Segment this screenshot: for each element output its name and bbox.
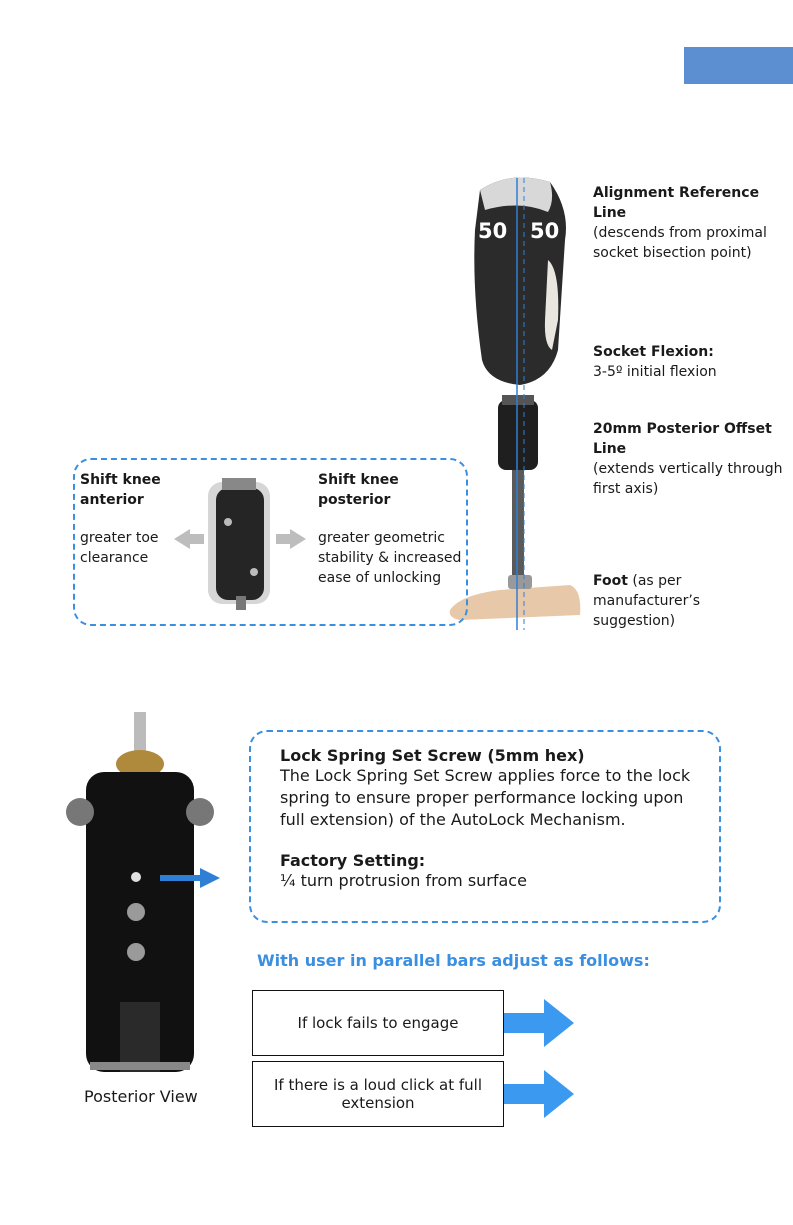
shift-anterior-block <box>80 470 180 568</box>
set-screw-icon <box>131 872 141 882</box>
socket-flexion-desc: 3-5º initial flexion <box>593 364 717 380</box>
side-bolt-icon <box>66 798 94 826</box>
condition-box: If lock fails to engage <box>252 990 504 1056</box>
foot-adapter <box>508 575 532 589</box>
lock-spring-body: The Lock Spring Set Screw applies force to the lock spring to ensure proper performance locking upon full extension) of the AutoLock Mechanism. <box>280 766 691 829</box>
foot-annotation <box>593 571 783 631</box>
arrow-right-icon <box>504 999 576 1047</box>
shift-posterior-block <box>318 470 463 588</box>
shift-posterior-desc: greater geometric stability & increased ease of unlocking <box>318 530 462 586</box>
arrow-right-icon <box>504 1070 576 1118</box>
reference-line-desc: (descends from proximal socket bisection point) <box>593 225 767 261</box>
lock-spring-title: Lock Spring Set Screw (5mm hex) <box>280 746 585 765</box>
arrow-left-icon <box>174 529 204 549</box>
right-half-value: 50 <box>530 219 560 243</box>
lock-spring-content <box>280 746 705 892</box>
left-half-value: 50 <box>478 219 508 243</box>
offset-line-annotation <box>593 419 783 499</box>
offset-line-desc: (extends vertically through first axis) <box>593 461 783 497</box>
reference-line-title: Alignment Reference Line <box>593 185 760 221</box>
factory-setting-value: ¼ turn protrusion from surface <box>280 871 527 890</box>
knee-top-adapter <box>222 478 256 490</box>
bottom-rod <box>90 1062 190 1070</box>
shift-anterior-desc: greater toe clearance <box>80 530 159 566</box>
section-tab <box>684 47 793 84</box>
foot-desc: (as per manufacturer’s suggestion) <box>593 573 701 629</box>
socket-flexion-title: Socket Flexion: <box>593 344 714 360</box>
knee-adapter <box>502 395 534 405</box>
adjust-heading: With user in parallel bars adjust as follows: <box>257 951 650 970</box>
reference-line-annotation <box>593 183 783 263</box>
posterior-view-caption: Posterior View <box>84 1087 198 1106</box>
bolt-icon <box>224 518 232 526</box>
side-bolt-icon <box>186 798 214 826</box>
knee-body <box>216 488 264 600</box>
shift-anterior-title: Shift knee anterior <box>80 472 161 508</box>
screw-icon <box>127 943 145 961</box>
arrow-right-icon <box>276 529 306 549</box>
factory-setting-title: Factory Setting: <box>280 851 426 870</box>
posterior-view-illustration <box>60 712 220 1088</box>
foot-shape <box>450 585 581 620</box>
shaft <box>134 712 146 752</box>
bolt-icon <box>250 568 258 576</box>
lower-frame <box>120 1002 160 1072</box>
condition-box: If there is a loud click at full extension <box>252 1061 504 1127</box>
knee-shift-illustration <box>170 472 310 612</box>
socket-flexion-annotation <box>593 342 783 382</box>
foot-title: Foot <box>593 573 628 589</box>
pylon <box>512 470 524 580</box>
knee-pylon <box>236 596 246 610</box>
shift-posterior-title: Shift knee posterior <box>318 472 399 508</box>
knee-joint <box>498 400 538 470</box>
screw-icon <box>127 903 145 921</box>
offset-line-title: 20mm Posterior Offset Line <box>593 421 772 457</box>
